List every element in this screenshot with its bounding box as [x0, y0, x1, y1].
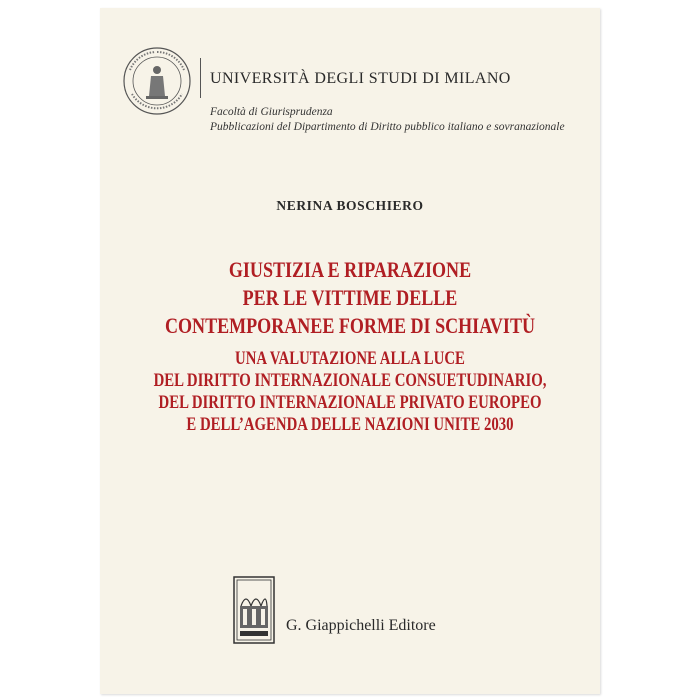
subtitle-line: DEL DIRITTO INTERNAZIONALE CONSUETUDINARIO,	[153, 371, 547, 391]
book-title	[145, 256, 555, 340]
faculty-name: Facoltà di Giurisprudenza	[210, 106, 333, 118]
header-divider	[200, 58, 201, 98]
university-name: UNIVERSITÀ DEGLI STUDI DI MILANO	[210, 70, 511, 87]
university-seal-icon	[122, 46, 192, 116]
subtitle-line: E DELL’AGENDA DELLE NAZIONI UNITE 2030	[186, 415, 514, 435]
publisher-logo-icon	[233, 576, 275, 644]
publisher-name: G. Giappichelli Editore	[286, 617, 436, 634]
subtitle-line: DEL DIRITTO INTERNAZIONALE PRIVATO EUROPEO	[158, 393, 542, 413]
book-cover	[100, 8, 600, 694]
author-name: NERINA BOSCHIERO	[276, 198, 424, 213]
faculty-info	[210, 105, 565, 135]
book-subtitle	[150, 348, 550, 436]
series-name: Pubblicazioni del Dipartimento di Diritto pubblico italiano e sovranazionale	[210, 121, 565, 133]
title-line: GIUSTIZIA E RIPARAZIONE	[228, 257, 472, 282]
title-line: PER LE VITTIME DELLE	[242, 285, 458, 310]
subtitle-line: UNA VALUTAZIONE ALLA LUCE	[235, 349, 465, 369]
title-line: CONTEMPORANEE FORME DI SCHIAVITÙ	[164, 313, 536, 338]
